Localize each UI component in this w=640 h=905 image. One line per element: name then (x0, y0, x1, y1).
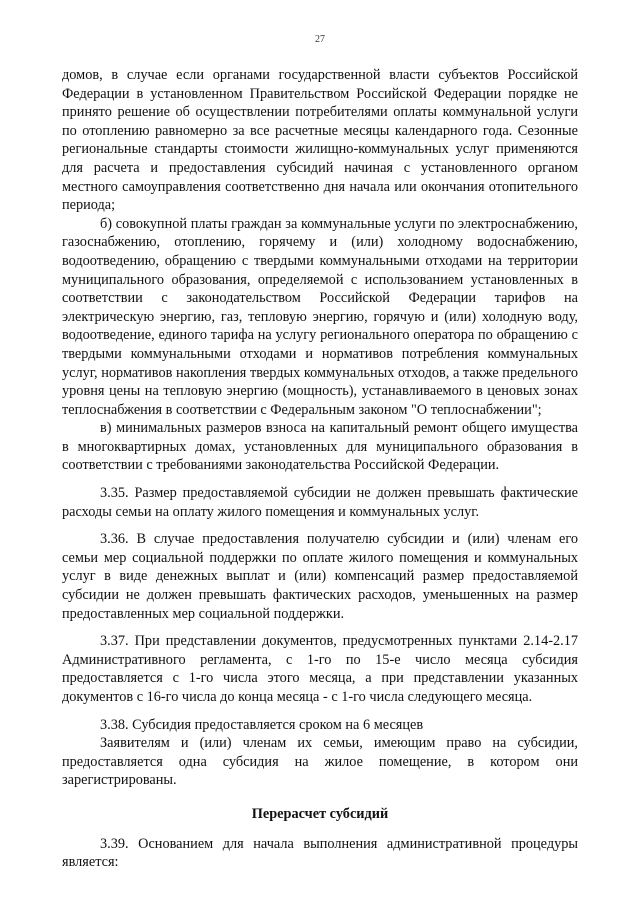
paragraph-3-36: 3.36. В случае предоставления получателю субсидии и (или) членам его семьи мер социальной поддержки по оплате жилого помещения и коммунальных услуг в виде денежных выплат и (или) компенсаций размер предоставляемой субсидии не должен превышать фактических расходов, уменьшенных на размер предоставленных мер социальной поддержки. (62, 531, 578, 622)
paragraph-3-38: 3.38. Субсидия предоставляется сроком на 6 месяцев (100, 716, 424, 733)
paragraph-item-b: б) совокупной платы граждан за коммунальные услуги по электроснабжению, газоснабжению, отоплению, горячему и (или) холодному водоснабжению, водоотведению, обращению с твердыми коммунальными отходами на территории муниципального образования, определяемой с использованием установленных в соответствии с законодательством Российской Федерации тарифов на электрическую энергию, газ, тепловую энергию, горячую и (или) холодную воду, водоотведение, единого тарифа на услугу регионального оператора по обращению с твердыми коммунальными отходами и нормативов потребления коммунальных услуг, нормативов накопления твердых коммунальных отходов, а также предельного уровня цены на тепловую энергию (мощность), устанавливаемого в ценовых зонах теплоснабжения в соответствии с Федеральным законом "О теплоснабжении"; (62, 215, 578, 418)
paragraph-item-v: в) минимальных размеров взноса на капитальный ремонт общего имущества в многоквартирных домах, установленных для муниципального образования в соответствии с требованиями законодательства Российской Федерации. (62, 420, 578, 474)
paragraph-applicants: Заявителям и (или) членам их семьи, имеющим право на субсидии, предоставляется одна субсидия на жилое помещение, в котором они зарегистрированы. (62, 735, 578, 789)
page-number: 27 (315, 34, 325, 45)
paragraph-continuation: домов, в случае если органами государственной власти субъектов Российской Федерации в установленном Правительством Российской Федерации порядке не принято решение об осуществлении потребителями оплаты коммунальной услуги по отоплению равномерно за все расчетные месяцы календарного года. Сезонные региональные стандарты стоимости жилищно-коммунальных услуг применяются для расчета и предоставления субсидий начиная с установленного органом местного самоуправления соответственно дня начала или окончания отопительного периода; (62, 67, 578, 214)
section-title: Перерасчет субсидий (251, 805, 389, 822)
document-body (62, 66, 578, 872)
paragraph-3-35: 3.35. Размер предоставляемой субсидии не должен превышать фактические расходы семьи на оплату жилого помещения и коммунальных услуг. (62, 485, 578, 520)
paragraph-3-37: 3.37. При представлении документов, предусмотренных пунктами 2.14-2.17 Административного регламента, с 1-го по 15-е число месяца субсидия предоставляется с 1-го числа этого месяца, а при представлении указанных документов с 16-го числа до конца месяца - с 1-го числа следующего месяца. (62, 633, 578, 705)
paragraph-3-39: 3.39. Основанием для начала выполнения административной процедуры является: (62, 835, 578, 871)
